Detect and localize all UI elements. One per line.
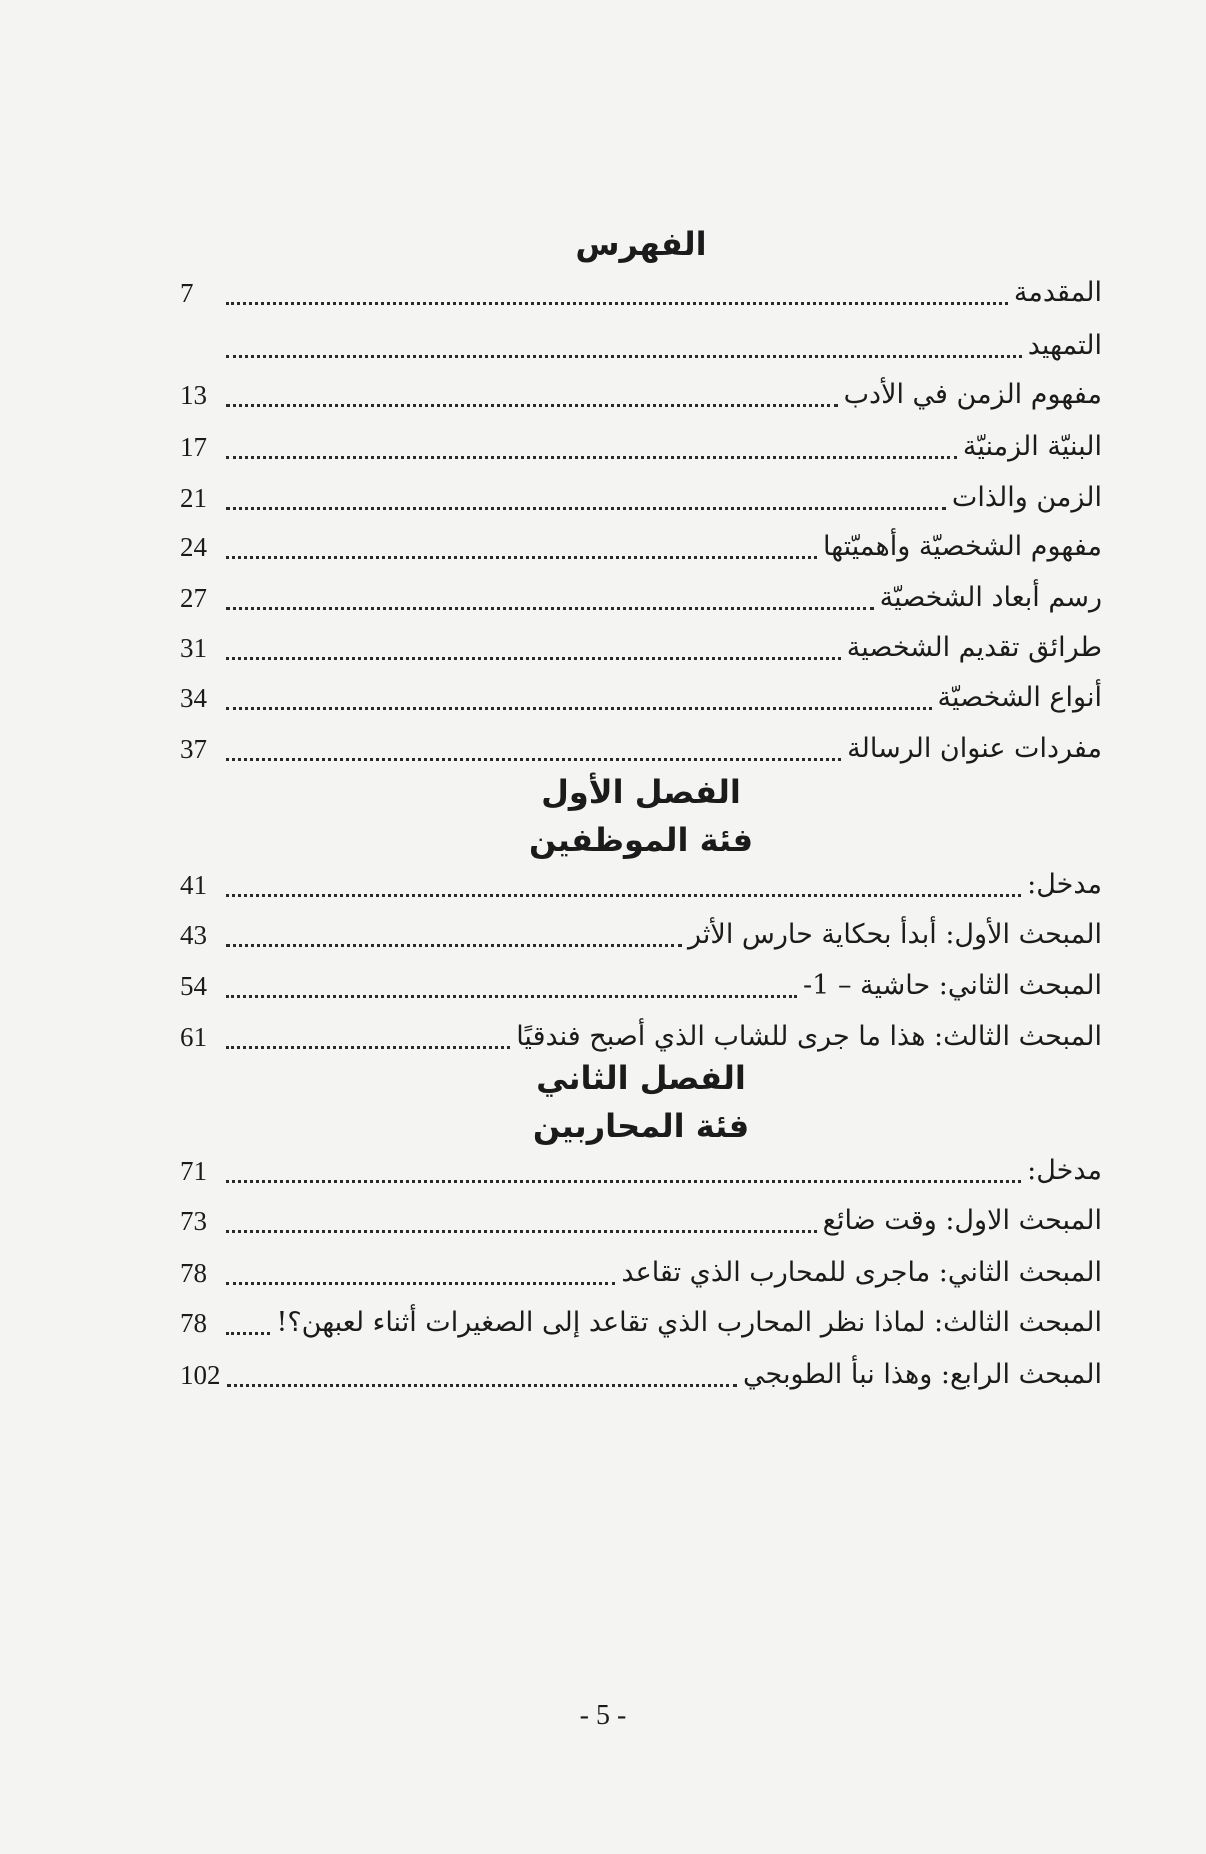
entry-label: التمهيد [1027, 330, 1102, 361]
entry-page: 13 [180, 380, 207, 410]
entry-page: 24 [180, 532, 207, 562]
dot-leader [226, 355, 1022, 358]
dot-leader [226, 1282, 615, 1285]
dot-leader [226, 1046, 510, 1049]
chapter2-title: الفصل الثاني [536, 1059, 746, 1097]
entry-page: 78 [180, 1258, 207, 1288]
toc-entry [180, 1198, 1102, 1244]
dot-leader [226, 1332, 270, 1335]
toc-entry [180, 372, 1102, 418]
dot-leader [226, 995, 797, 998]
toc-entry [180, 1014, 1102, 1060]
dot-leader [226, 758, 841, 761]
entry-label: المبحث الاول: وقت ضائع [822, 1205, 1102, 1236]
entry-page: 78 [180, 1308, 207, 1338]
toc-entry [180, 524, 1102, 570]
dot-leader [226, 456, 957, 459]
toc-title: الفهرس [575, 225, 707, 263]
chapter2-subtitle: فئة المحاربين [532, 1107, 750, 1145]
entry-label: مفهوم الزمن في الأدب [843, 379, 1102, 410]
entry-label: المبحث الثاني: ماجرى للمحارب الذي تقاعد [621, 1257, 1102, 1288]
toc-entry [180, 1250, 1102, 1296]
entry-label: المبحث الثاني: حاشية – 1- [803, 970, 1102, 1001]
entry-page: 27 [180, 583, 207, 613]
entry-label: المبحث الأول: أبدأ بحكاية حارس الأثر [688, 919, 1102, 950]
entry-label: المقدمة [1013, 277, 1102, 308]
toc-entry [180, 862, 1102, 908]
entry-label: أنواع الشخصيّة [937, 682, 1102, 713]
entry-page: 102 [180, 1360, 221, 1390]
entry-page: 41 [180, 870, 207, 900]
entry-label: مفهوم الشخصيّة وأهميّتها [822, 531, 1102, 562]
entry-page: 34 [180, 683, 207, 713]
chapter1-title: الفصل الأول [541, 773, 741, 811]
dot-leader [226, 556, 817, 559]
toc-entry [180, 912, 1102, 958]
dot-leader [226, 302, 1008, 305]
entry-label: البنيّة الزمنيّة [962, 431, 1102, 462]
toc-entry [180, 475, 1102, 521]
toc-entry [180, 1352, 1102, 1398]
toc-entry [180, 963, 1102, 1009]
entry-page: 31 [180, 633, 207, 663]
toc-entry [180, 323, 1102, 369]
dot-leader [226, 1180, 1021, 1183]
dot-leader [227, 1384, 738, 1387]
dot-leader [226, 657, 841, 660]
toc-entry [180, 575, 1102, 621]
entry-label: مدخل: [1027, 869, 1102, 900]
dot-leader [226, 404, 838, 407]
chapter1-subtitle: فئة الموظفين [528, 821, 754, 859]
dot-leader [226, 507, 946, 510]
entry-label: رسم أبعاد الشخصيّة [879, 582, 1102, 613]
entry-label: المبحث الثالث: هذا ما جرى للشاب الذي أصبح فندقيًا [516, 1021, 1102, 1052]
dot-leader [226, 707, 932, 710]
toc-entry [180, 726, 1102, 772]
toc-entry [180, 1148, 1102, 1194]
entry-page: 21 [180, 483, 207, 513]
entry-label: المبحث الرابع: وهذا نبأ الطوبجي [743, 1359, 1102, 1390]
entry-page: 73 [180, 1206, 207, 1236]
entry-label: مفردات عنوان الرسالة [847, 733, 1102, 764]
toc-entry [180, 1300, 1102, 1346]
dot-leader [226, 894, 1021, 897]
page-number: - 5 - [579, 1700, 627, 1731]
toc-entry [180, 424, 1102, 470]
entry-label: مدخل: [1027, 1155, 1102, 1186]
entry-page: 37 [180, 734, 207, 764]
entry-page: 43 [180, 920, 207, 950]
dot-leader [226, 1230, 817, 1233]
entry-page: 17 [180, 432, 207, 462]
entry-page: 71 [180, 1156, 207, 1186]
entry-page: 7 [180, 278, 194, 308]
dot-leader [226, 944, 682, 947]
entry-page: 61 [180, 1022, 207, 1052]
entry-label: الزمن والذات [951, 482, 1102, 513]
toc-entry [180, 270, 1102, 316]
entry-label: طرائق تقديم الشخصية [846, 632, 1102, 663]
toc-entry [180, 625, 1102, 671]
toc-entry [180, 675, 1102, 721]
entry-page: 54 [180, 971, 207, 1001]
entry-label: المبحث الثالث: لماذا نظر المحارب الذي تقاعد إلى الصغيرات أثناء لعبهن؟! [276, 1307, 1102, 1338]
dot-leader [226, 607, 874, 610]
